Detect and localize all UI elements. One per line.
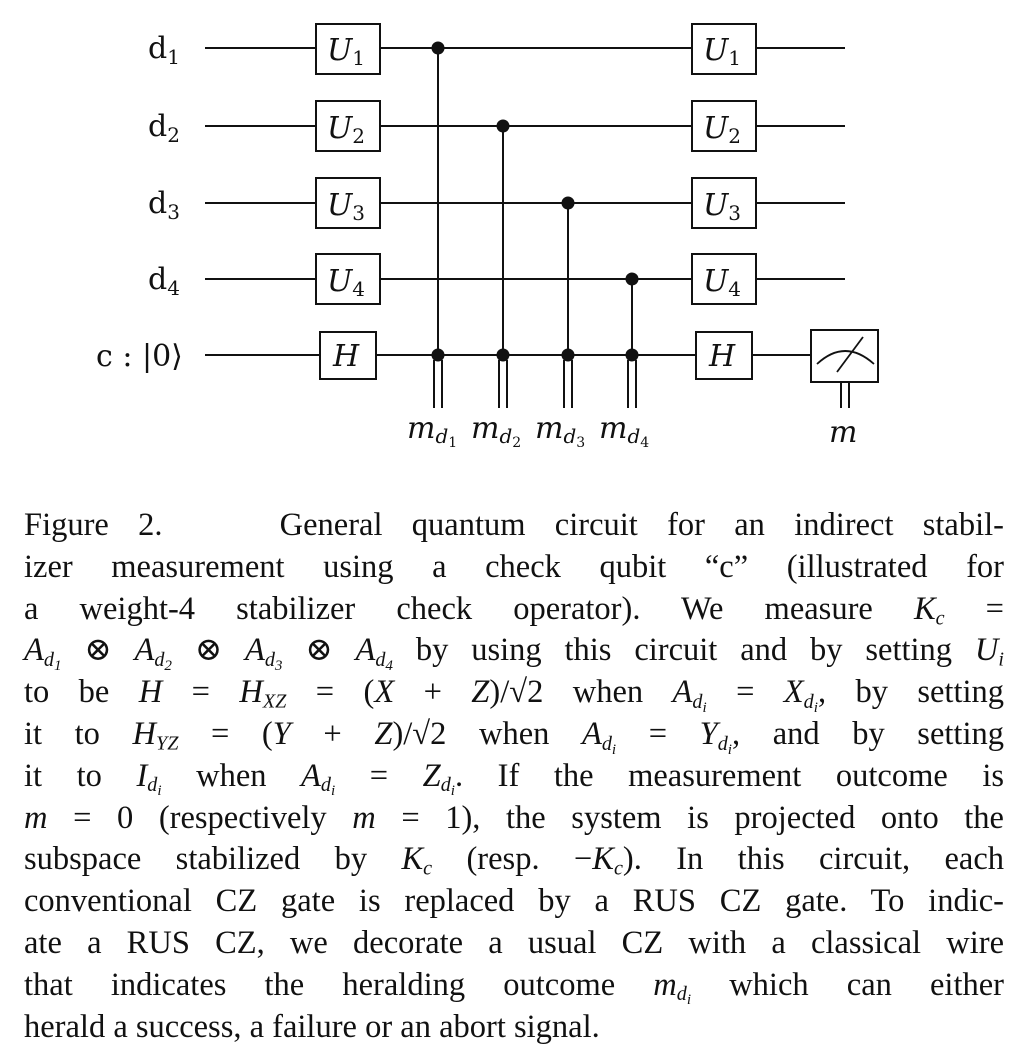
- quantum-circuit-diagram: [0, 0, 1026, 470]
- gate-label-u1-left: U1: [327, 33, 366, 70]
- control-dot-d4: [626, 273, 639, 286]
- herald-label-md4: md4: [599, 411, 650, 451]
- herald-wire-d3: [564, 360, 572, 408]
- caption-line-12: that indicates the heralding outcome $m_{d_i}$ which can either: [24, 966, 1004, 1009]
- control-dot-d3: [562, 197, 575, 210]
- herald-wire-d1: [434, 360, 442, 408]
- control-dot-c1: [432, 349, 445, 362]
- caption-line-10: conventional CZ gate is replaced by a RUS CZ gate. To indic-: [24, 883, 1004, 920]
- herald-label-md2: md2: [471, 411, 522, 451]
- caption-line-3: a weight-4 stabilizer check operator). We measure $K_c$ =: [24, 590, 1005, 630]
- caption-line-11: ate a RUS CZ, we decorate a usual CZ with a classical wire: [24, 924, 1004, 961]
- herald-wire-d2: [499, 360, 507, 408]
- control-dot-c2: [497, 349, 510, 362]
- caption-line-1: Figure 2. General quantum circuit for an indirect stabil-: [24, 507, 1004, 543]
- wire-label-d4: $d_4$: [148, 262, 180, 300]
- herald-wire-d4: [628, 360, 636, 408]
- gate-label-h-left: H: [333, 339, 360, 374]
- gate-label-u3-right: U3: [703, 188, 742, 225]
- figure-caption: [24, 505, 1004, 1048]
- gate-label-u2-right: U2: [703, 111, 742, 148]
- caption-line-13: herald a success, a failure or an abort signal.: [24, 1008, 600, 1045]
- gate-label-u2-left: U2: [327, 111, 366, 148]
- control-dot-c3: [562, 349, 575, 362]
- gate-label-u3-left: U3: [327, 188, 366, 225]
- caption-line-2: izer measurement using a check qubit “c” (illustrated for: [24, 548, 1004, 585]
- caption-line-4: $A_{d_1}$ ⊗ $A_{d_2}$ ⊗ $A_{d_3}$ ⊗ $A_{d_4}$ by using this circuit and by setting $U_i$: [24, 632, 1005, 674]
- caption-line-8: m = 0 (respectively m = 1), the system is projected onto the: [24, 799, 1004, 836]
- gate-label-u4-left: U4: [327, 264, 366, 301]
- wire-label-d3: $d_3$: [148, 186, 180, 224]
- control-dot-d2: [497, 120, 510, 133]
- caption-line-5: to be $H = H_{XZ} = (X + Z)/√2$ when $A_{d_i} = X_{d_i}$, by setting: [24, 674, 1005, 716]
- gate-label-u4-right: U4: [703, 264, 742, 301]
- herald-label-md1: md1: [407, 411, 458, 451]
- control-dot-c4: [626, 349, 639, 362]
- control-dot-d1: [432, 42, 445, 55]
- measurement-meter-icon: [811, 330, 878, 408]
- measurement-output-label: m: [829, 415, 858, 450]
- gate-label-h-right: H: [709, 339, 736, 374]
- wire-label-d1: $d_1$: [148, 31, 180, 69]
- wire-label-d2: $d_2$: [148, 109, 180, 147]
- caption-line-7: it to $I_{d_i}$ when $A_{d_i} = Z_{d_i}$. If the measurement outcome is: [24, 757, 1005, 800]
- gate-label-u1-right: U1: [703, 33, 742, 70]
- herald-label-md3: md3: [535, 411, 586, 451]
- wire-label-c: c : |0⟩: [96, 339, 183, 374]
- caption-line-6: it to $H_{YZ} = (Y + Z)/√2$ when $A_{d_i} = Y_{d_i}$, and by setting: [24, 715, 1004, 758]
- caption-line-9: subspace stabilized by $K_c$ (resp. $-K_c$). In this circuit, each: [24, 841, 1005, 881]
